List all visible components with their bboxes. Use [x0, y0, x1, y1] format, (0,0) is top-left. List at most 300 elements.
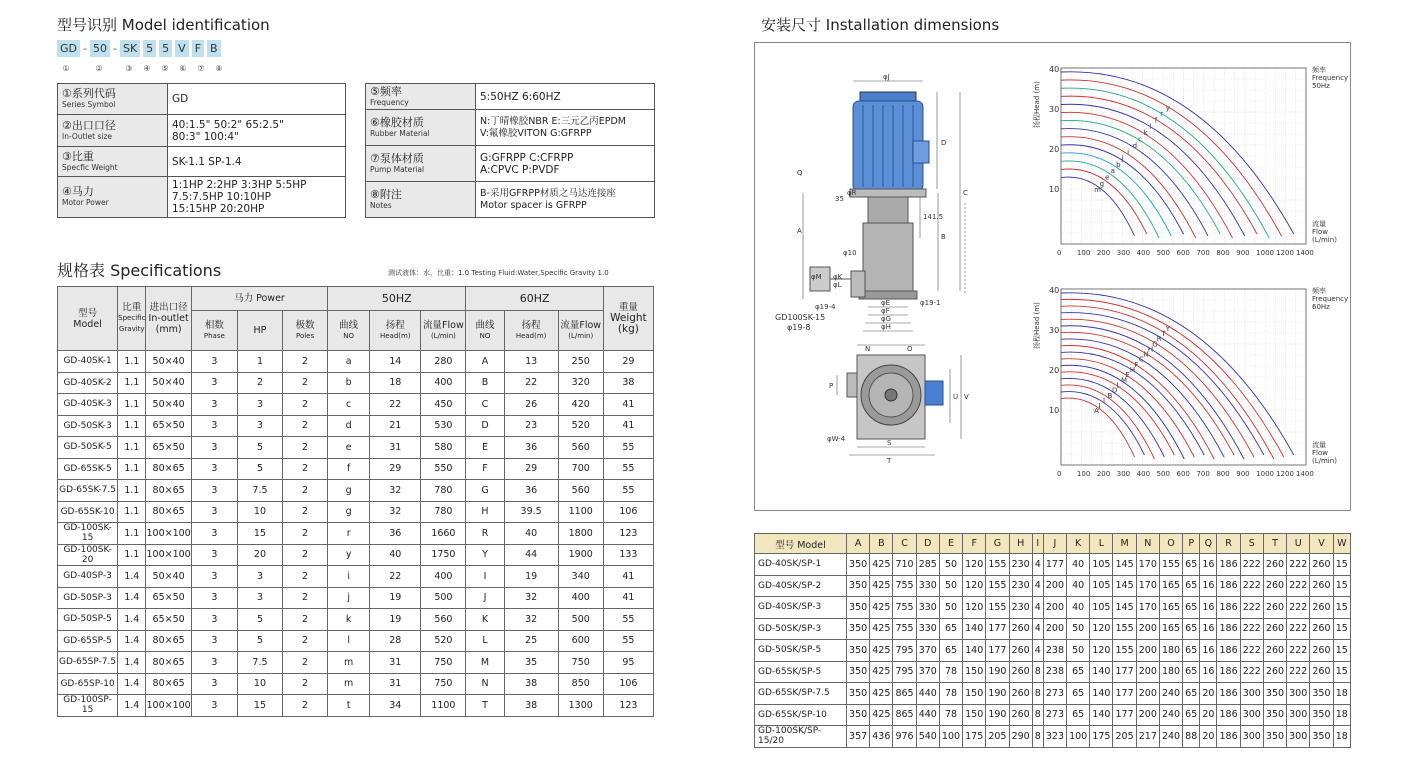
spec-row — [58, 501, 654, 523]
spec-row — [58, 652, 654, 674]
value-cell: 5:50HZ 6:60HZ — [476, 84, 655, 110]
spec-cell: A — [466, 351, 504, 373]
spec-cell: 320 — [558, 372, 603, 394]
th-head-cn: 扬程 — [385, 319, 405, 331]
spec-cell: 31 — [370, 437, 421, 459]
y-tick-label: 30 — [1049, 105, 1060, 114]
spec-cell: 13 — [504, 351, 558, 373]
dims-cell: 222 — [1240, 661, 1263, 683]
spec-cell: 420 — [558, 394, 603, 416]
spec-cell: d — [328, 415, 370, 437]
dims-header-row — [755, 534, 1351, 554]
spec-cell: 1.1 — [118, 415, 146, 437]
curve-label: B — [1107, 391, 1113, 400]
spec-cell: 1.1 — [118, 372, 146, 394]
spec-cell: 2 — [283, 609, 328, 631]
dims-cell: 350 — [847, 597, 870, 619]
dims-cell: 425 — [870, 618, 893, 640]
spec-cell: a — [328, 351, 370, 373]
dims-cell: 180 — [1159, 640, 1182, 662]
install-panel — [754, 42, 1351, 511]
spec-cell: 1.4 — [118, 630, 146, 652]
dims-cell: 205 — [1113, 726, 1136, 748]
spec-cell: 3 — [191, 673, 237, 695]
dims-cell: 300 — [1287, 704, 1310, 726]
spec-cell: e — [328, 437, 370, 459]
spec-cell: 39.5 — [504, 501, 558, 523]
spec-cell: l — [328, 630, 370, 652]
spec-cell: 520 — [558, 415, 603, 437]
dims-cell: 105 — [1090, 554, 1113, 576]
dims-cell: 222 — [1287, 618, 1310, 640]
spec-cell: 7.5 — [237, 480, 282, 502]
dims-cell: 350 — [847, 661, 870, 683]
spec-cell: 55 — [603, 437, 653, 459]
dims-cell: 4 — [1032, 618, 1043, 640]
dims-cell: 65 — [939, 640, 962, 662]
dims-cell: 425 — [870, 597, 893, 619]
dim-label: φF — [881, 307, 890, 315]
spec-cell: H — [466, 501, 504, 523]
dims-cell: 50 — [1067, 640, 1090, 662]
dims-table — [754, 533, 1351, 748]
spec-cell: D — [466, 415, 504, 437]
dims-header-cell: O — [1159, 534, 1182, 554]
dims-cell: 65 — [1183, 575, 1200, 597]
dims-cell: 425 — [870, 661, 893, 683]
spec-row — [58, 480, 654, 502]
spec-cell: 1.4 — [118, 609, 146, 631]
curve-label: b — [1116, 160, 1121, 169]
curve-line — [1061, 299, 1284, 457]
dims-cell: 238 — [1043, 640, 1066, 662]
code-box: B — [207, 40, 221, 57]
code-numbers — [57, 64, 237, 76]
spec-cell: 2 — [283, 394, 328, 416]
dims-cell: 186 — [1217, 726, 1240, 748]
dims-cell: 155 — [986, 597, 1009, 619]
dims-cell: 150 — [963, 683, 986, 705]
dims-cell: 65 — [1183, 640, 1200, 662]
dims-header-cell: V — [1310, 534, 1333, 554]
dims-cell: 200 — [1136, 640, 1159, 662]
dims-cell: 795 — [893, 661, 916, 683]
curve-line — [1061, 169, 1147, 234]
dims-cell: 200 — [1136, 683, 1159, 705]
outlet-pipe — [851, 271, 865, 297]
code-box: V — [175, 40, 189, 57]
spec-cell: 32 — [504, 609, 558, 631]
spec-cell: 3 — [191, 523, 237, 545]
dims-cell: 40 — [1067, 554, 1090, 576]
spec-cell: 520 — [421, 630, 466, 652]
dims-cell: 273 — [1043, 683, 1066, 705]
spec-row — [58, 351, 654, 373]
spec-cell: 80×65 — [146, 630, 191, 652]
dims-cell: 8 — [1032, 661, 1043, 683]
spec-cell: 2 — [283, 587, 328, 609]
dims-cell: 222 — [1287, 661, 1310, 683]
dims-cell: 15 — [1333, 575, 1350, 597]
dims-cell: 4 — [1032, 597, 1043, 619]
spec-cell: 29 — [370, 458, 421, 480]
spec-row — [58, 566, 654, 588]
label-en: Specfic Weight — [62, 162, 118, 172]
dims-cell: 177 — [1113, 661, 1136, 683]
dims-cell: 300 — [1240, 683, 1263, 705]
th-model-en: Model — [73, 318, 102, 330]
dims-cell: 230 — [1009, 554, 1032, 576]
spec-cell: E — [466, 437, 504, 459]
curve-label: g — [1099, 179, 1105, 188]
dims-cell: 186 — [1217, 618, 1240, 640]
dims-header-cell: N — [1136, 534, 1159, 554]
th-60hz: 60HZ — [466, 287, 603, 311]
code-num: ⑦ — [197, 64, 205, 73]
spec-cell: GD-40SK-3 — [58, 394, 118, 416]
dims-cell: 260 — [1310, 640, 1333, 662]
dims-cell: 865 — [893, 683, 916, 705]
pump-side-view — [775, 73, 968, 332]
th-phase-cn: 相数 — [204, 319, 224, 331]
spec-cell: 2 — [283, 372, 328, 394]
dims-cell: 175 — [1090, 726, 1113, 748]
spec-cell: g — [328, 501, 370, 523]
freq-label-cn: 频率 — [1312, 66, 1326, 74]
label-cn: ⑧附注 — [370, 187, 402, 201]
dims-cell: 260 — [1310, 597, 1333, 619]
spec-cell: 400 — [558, 587, 603, 609]
x-tick-label: 300 — [1116, 470, 1131, 478]
curve-label: d — [1132, 141, 1138, 150]
x-tick-label: 400 — [1136, 470, 1151, 478]
code-num: ⑤ — [161, 64, 169, 73]
dim-label: C — [963, 189, 968, 197]
dims-cell: 540 — [916, 726, 939, 748]
spec-cell: GD-65SK-10 — [58, 501, 118, 523]
x-axis-label-en: Flow — [1312, 228, 1328, 236]
dims-cell: 15 — [1333, 661, 1350, 683]
spec-cell: 1660 — [421, 523, 466, 545]
dims-cell: 186 — [1217, 640, 1240, 662]
dims-cell: GD-65SK/SP-10 — [755, 704, 847, 726]
x-tick-label: 200 — [1096, 249, 1111, 257]
spec-cell: 3 — [191, 630, 237, 652]
spec-row — [58, 437, 654, 459]
x-tick-label: 100 — [1076, 470, 1091, 478]
spec-cell: 1100 — [558, 501, 603, 523]
dims-cell: 186 — [1217, 575, 1240, 597]
spec-cell: 95 — [603, 652, 653, 674]
curve-label: I — [1103, 396, 1106, 405]
spec-cell: i — [328, 566, 370, 588]
dims-cell: 18 — [1333, 704, 1350, 726]
dims-header-cell: B — [870, 534, 893, 554]
spec-table — [57, 286, 654, 717]
dims-cell: 350 — [847, 704, 870, 726]
dims-cell: 260 — [1009, 704, 1032, 726]
dims-cell: 330 — [916, 618, 939, 640]
dims-cell: 78 — [939, 683, 962, 705]
value-cell: 1:1HP 2:2HP 3:3HP 5:5HP 7.5:7.5HP 10:10HP 15:15HP 20:20HP — [168, 177, 346, 218]
th-io-cn: 进出口径 — [149, 302, 188, 313]
dims-cell: 15 — [1333, 618, 1350, 640]
dims-cell: 755 — [893, 575, 916, 597]
th-weight-cn: 重量 — [618, 302, 638, 313]
spec-cell: 850 — [558, 673, 603, 695]
model-id-table-left — [57, 83, 346, 218]
dims-cell: 260 — [1310, 661, 1333, 683]
dims-header-cell: T — [1263, 534, 1286, 554]
th-io-en: In-outlet — [148, 313, 189, 324]
dims-cell: 260 — [1009, 683, 1032, 705]
specs-title: 规格表 Specifications — [57, 261, 222, 280]
dims-cell: 273 — [1043, 704, 1066, 726]
dims-cell: 40 — [1067, 575, 1090, 597]
freq-label-value: 50Hz — [1312, 82, 1330, 90]
spec-cell: 20 — [237, 544, 282, 566]
spec-row — [58, 458, 654, 480]
value-cell: 40:1.5" 50:2" 65:2.5" 80:3" 100:4" — [168, 115, 346, 147]
dims-header-cell: A — [847, 534, 870, 554]
spec-cell: 18 — [370, 372, 421, 394]
spec-cell: 35 — [504, 652, 558, 674]
dims-cell: 140 — [1090, 683, 1113, 705]
spec-cell: 2 — [283, 415, 328, 437]
curve-label: G — [1152, 340, 1158, 349]
curve-label: D — [1111, 386, 1118, 395]
spec-cell: 2 — [283, 351, 328, 373]
dims-cell: 155 — [1159, 554, 1182, 576]
spec-cell: 65×50 — [146, 415, 191, 437]
spec-cell: k — [328, 609, 370, 631]
spec-cell: 80×65 — [146, 480, 191, 502]
spec-cell: M — [466, 652, 504, 674]
code-num: ② — [95, 64, 103, 73]
x-tick-label: 400 — [1136, 249, 1151, 257]
spec-cell: 3 — [191, 544, 237, 566]
spec-cell: 80×65 — [146, 501, 191, 523]
th-flow-en: (L/min) — [568, 331, 594, 340]
value-cell: G:GFRPP C:CFRPP A:CPVC P:PVDF — [476, 146, 655, 182]
x-tick-label: 900 — [1236, 470, 1250, 478]
curve-label: C — [1138, 355, 1144, 364]
curve-line — [1061, 72, 1294, 234]
dims-cell: 40 — [1067, 597, 1090, 619]
dims-header-cell: C — [893, 534, 916, 554]
dims-cell: 425 — [870, 683, 893, 705]
spec-cell: 1 — [237, 351, 282, 373]
dims-header-cell: I — [1032, 534, 1043, 554]
curve-label: y — [1165, 103, 1170, 112]
dims-cell: 18 — [1333, 683, 1350, 705]
dims-cell: 260 — [1009, 618, 1032, 640]
dims-cell: 300 — [1240, 704, 1263, 726]
spec-row — [58, 544, 654, 566]
dim-label: P — [829, 382, 834, 390]
dims-cell: 260 — [1009, 640, 1032, 662]
x-tick-label: 1400 — [1296, 470, 1314, 478]
dims-header-cell: M — [1113, 534, 1136, 554]
spec-cell: GD-65SP-10 — [58, 673, 118, 695]
dims-cell: 240 — [1159, 683, 1182, 705]
dims-cell: 260 — [1263, 618, 1286, 640]
spec-cell: 1.1 — [118, 437, 146, 459]
spec-cell: 2 — [283, 523, 328, 545]
th-50hz: 50HZ — [328, 287, 466, 311]
dims-cell: 170 — [1136, 597, 1159, 619]
spec-cell: 3 — [191, 351, 237, 373]
dims-cell: 8 — [1032, 726, 1043, 748]
spec-cell: 560 — [421, 609, 466, 631]
dim-label: φW-4 — [827, 435, 846, 443]
dims-cell: 186 — [1217, 704, 1240, 726]
dims-cell: 222 — [1287, 554, 1310, 576]
dims-cell: 20 — [1200, 726, 1217, 748]
spec-row — [58, 587, 654, 609]
spec-cell: 500 — [558, 609, 603, 631]
dims-cell: 425 — [870, 640, 893, 662]
dims-cell: 8 — [1032, 683, 1043, 705]
dim-label: φE — [881, 299, 891, 307]
spec-cell: 41 — [603, 394, 653, 416]
dims-cell: 16 — [1200, 554, 1217, 576]
dims-cell: 120 — [1090, 618, 1113, 640]
dims-cell: 18 — [1333, 726, 1350, 748]
dims-cell: 120 — [963, 597, 986, 619]
label-cn: ③比重 — [62, 149, 94, 163]
dims-cell: GD-40SK/SP-3 — [755, 597, 847, 619]
dims-cell: 710 — [893, 554, 916, 576]
spec-cell: b — [328, 372, 370, 394]
spec-cell: 22 — [370, 566, 421, 588]
curve-label: i — [1127, 148, 1130, 157]
spec-cell: t — [328, 695, 370, 717]
spec-cell: 31 — [370, 673, 421, 695]
curve-label: l — [1149, 122, 1152, 131]
curve-label: T — [1161, 329, 1166, 338]
x-tick-label: 800 — [1216, 249, 1230, 257]
spec-cell: 55 — [603, 630, 653, 652]
spec-cell: GD-100SP-15 — [58, 695, 118, 717]
dims-cell: 200 — [1136, 661, 1159, 683]
dims-cell: 200 — [1136, 704, 1159, 726]
dims-cell: 186 — [1217, 661, 1240, 683]
spec-cell: 38 — [504, 673, 558, 695]
label-en: Motor Power — [62, 198, 109, 207]
spec-cell: 5 — [237, 458, 282, 480]
x-axis-unit: (L/min) — [1312, 236, 1337, 244]
th-flow-cn: 流量Flow — [560, 319, 602, 331]
spec-cell: 100×100 — [146, 544, 191, 566]
spec-cell: GD-65SK-7.5 — [58, 480, 118, 502]
spec-cell: 29 — [504, 458, 558, 480]
dims-cell: GD-40SK/SP-1 — [755, 554, 847, 576]
spec-cell: 340 — [558, 566, 603, 588]
dim-label: A — [797, 227, 802, 235]
dims-cell: 350 — [847, 554, 870, 576]
x-tick-label: 0 — [1057, 470, 1062, 478]
dims-cell: 4 — [1032, 640, 1043, 662]
dims-cell: 200 — [1043, 618, 1066, 640]
x-tick-label: 1000 — [1256, 470, 1275, 478]
spec-cell: 1.1 — [118, 501, 146, 523]
model-code — [57, 40, 221, 57]
spec-cell: 1.1 — [118, 523, 146, 545]
dims-cell: GD-100SK/SP-15/20 — [755, 726, 847, 748]
dims-cell: 285 — [916, 554, 939, 576]
spec-cell: 41 — [603, 415, 653, 437]
spec-cell: 1.1 — [118, 544, 146, 566]
dims-cell: 50 — [939, 597, 962, 619]
label-en: Frequency — [370, 97, 409, 107]
spec-cell: GD-65SP-5 — [58, 630, 118, 652]
spec-cell: 3 — [191, 372, 237, 394]
spec-cell: GD-50SP-3 — [58, 587, 118, 609]
dim-label: U — [953, 393, 959, 401]
spec-cell: 1100 — [421, 695, 466, 717]
spec-cell: 36 — [504, 437, 558, 459]
spec-cell: 2 — [283, 630, 328, 652]
spec-cell: 5 — [237, 609, 282, 631]
spec-cell: 2 — [237, 372, 282, 394]
spec-cell: GD-65SK-5 — [58, 458, 118, 480]
th-grav-cn: 比重 — [122, 302, 142, 313]
dims-cell: 260 — [1310, 554, 1333, 576]
spec-cell: 580 — [421, 437, 466, 459]
dims-cell: 755 — [893, 618, 916, 640]
code-dash: - — [83, 42, 87, 55]
spec-cell: 25 — [504, 630, 558, 652]
spec-cell: m — [328, 673, 370, 695]
dims-cell: 140 — [1090, 704, 1113, 726]
dims-cell: 222 — [1240, 575, 1263, 597]
spec-cell: 41 — [603, 566, 653, 588]
dims-cell: 145 — [1113, 554, 1136, 576]
spec-cell: GD-40SK-1 — [58, 351, 118, 373]
spec-cell: 1.1 — [118, 480, 146, 502]
curve-label: R — [1156, 335, 1162, 344]
dims-cell: 795 — [893, 640, 916, 662]
spec-cell: GD-50SP-5 — [58, 609, 118, 631]
spec-cell: 2 — [283, 458, 328, 480]
dims-cell: 230 — [1009, 575, 1032, 597]
label-en: Series Symbol — [62, 100, 116, 109]
dims-cell: 78 — [939, 704, 962, 726]
spec-cell: 1900 — [558, 544, 603, 566]
spec-cell: GD-40SP-3 — [58, 566, 118, 588]
y-tick-label: 20 — [1049, 145, 1060, 154]
spec-cell: 3 — [191, 394, 237, 416]
pump-top-view — [827, 345, 969, 465]
curve-label: e — [1105, 173, 1110, 182]
spec-cell: GD-100SK-15 — [58, 523, 118, 545]
spec-cell: y — [328, 544, 370, 566]
spec-cell: 38 — [603, 372, 653, 394]
code-dash: - — [112, 42, 117, 55]
th-curve-cn: 曲线 — [339, 319, 359, 331]
label-cn: ①系列代码 — [62, 87, 116, 100]
spec-cell: 15 — [237, 695, 282, 717]
dims-cell: 222 — [1240, 554, 1263, 576]
spec-cell: 530 — [421, 415, 466, 437]
th-weight-en: Weight — [610, 312, 647, 324]
spec-cell: 55 — [603, 480, 653, 502]
dim-label: 35 — [835, 195, 844, 203]
spec-cell: 5 — [237, 630, 282, 652]
spec-cell: 3 — [191, 480, 237, 502]
dims-cell: 350 — [1310, 726, 1333, 748]
